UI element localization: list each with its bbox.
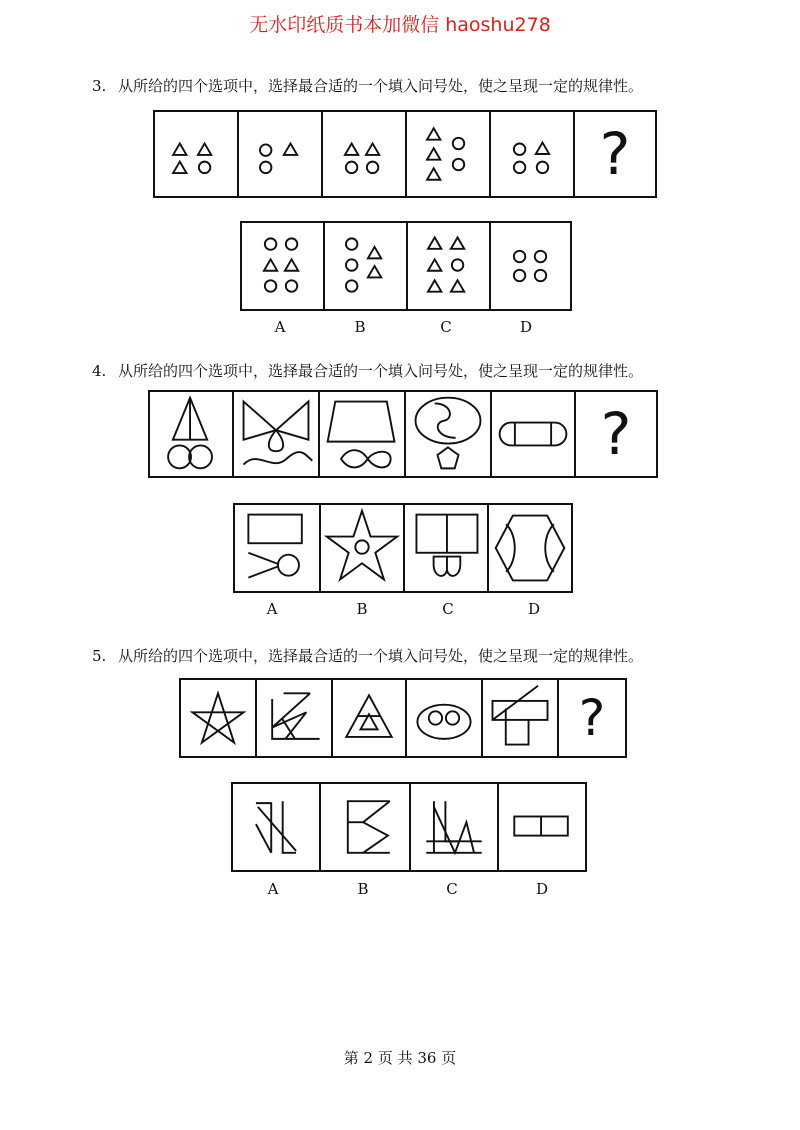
- q4-question-cell: [574, 390, 658, 478]
- watermark-text: 无水印纸质书本加微信 haoshu278: [249, 14, 551, 36]
- q4-option-c-figure[interactable]: [403, 503, 489, 593]
- q5-option-d-label[interactable]: D: [535, 880, 549, 898]
- q3-question-mark: ?: [599, 120, 631, 188]
- question-3-prompt: 从所给的四个选项中，选择最合适的一个填入问号处，使之呈现一定的规律性。: [118, 77, 644, 95]
- q4-figure-1: [148, 390, 234, 478]
- q3-option-a-figure[interactable]: [240, 221, 325, 311]
- q4-option-d-label[interactable]: D: [527, 600, 541, 618]
- q3-option-a-label[interactable]: A: [274, 318, 286, 336]
- question-4-sequence: [148, 390, 658, 478]
- q5-figure-4: [405, 678, 483, 758]
- question-5-text: [92, 645, 643, 666]
- question-3-text: [92, 75, 643, 96]
- q5-option-a-label[interactable]: A: [267, 880, 279, 898]
- question-3-options: [240, 221, 572, 311]
- q5-figure-2: [255, 678, 333, 758]
- q4-option-c-label[interactable]: C: [442, 600, 454, 618]
- q5-option-d-figure[interactable]: [497, 782, 587, 872]
- q3-figure-4: [405, 110, 491, 198]
- q5-figure-3: [331, 678, 407, 758]
- q5-question-mark: ?: [578, 689, 606, 747]
- q3-figure-1: [153, 110, 239, 198]
- q5-option-b-label[interactable]: B: [357, 880, 369, 898]
- question-3-sequence: [153, 110, 657, 198]
- q3-option-d-label[interactable]: D: [519, 318, 533, 336]
- question-3-number: 3.: [92, 77, 107, 95]
- q5-option-c-figure[interactable]: [409, 782, 499, 872]
- q5-figure-1: [179, 678, 257, 758]
- q5-option-a-figure[interactable]: [231, 782, 321, 872]
- q3-option-c-label[interactable]: C: [440, 318, 452, 336]
- q4-option-b-figure[interactable]: [319, 503, 405, 593]
- q3-option-b-label[interactable]: B: [354, 318, 366, 336]
- q4-option-a-label[interactable]: A: [266, 600, 278, 618]
- question-5-options: [231, 782, 587, 872]
- q5-question-cell: [557, 678, 627, 758]
- question-5-number: 5.: [92, 647, 107, 665]
- q4-option-a-figure[interactable]: [233, 503, 321, 593]
- q3-option-b-figure[interactable]: [323, 221, 408, 311]
- question-4-number: 4.: [92, 362, 107, 380]
- q3-option-d-figure[interactable]: [489, 221, 572, 311]
- q3-option-c-figure[interactable]: [406, 221, 491, 311]
- q3-question-cell: [573, 110, 657, 198]
- q4-figure-5: [490, 390, 576, 478]
- q4-option-b-label[interactable]: B: [356, 600, 368, 618]
- q5-figure-5: [481, 678, 559, 758]
- q4-figure-4: [404, 390, 492, 478]
- question-4-text: [92, 360, 643, 381]
- q5-option-c-label[interactable]: C: [446, 880, 458, 898]
- page-footer: 第 2 页 共 36 页: [343, 1049, 457, 1067]
- q4-option-d-figure[interactable]: [487, 503, 573, 593]
- q3-figure-5: [489, 110, 575, 198]
- q4-figure-3: [318, 390, 406, 478]
- q3-figure-3: [321, 110, 407, 198]
- q5-option-b-figure[interactable]: [319, 782, 411, 872]
- question-5-prompt: 从所给的四个选项中，选择最合适的一个填入问号处，使之呈现一定的规律性。: [118, 647, 644, 665]
- q4-question-mark: ?: [600, 400, 632, 468]
- question-4-options: [233, 503, 573, 593]
- question-5-sequence: [179, 678, 627, 758]
- question-4-prompt: 从所给的四个选项中，选择最合适的一个填入问号处，使之呈现一定的规律性。: [118, 362, 644, 380]
- q3-figure-2: [237, 110, 323, 198]
- q4-figure-2: [232, 390, 320, 478]
